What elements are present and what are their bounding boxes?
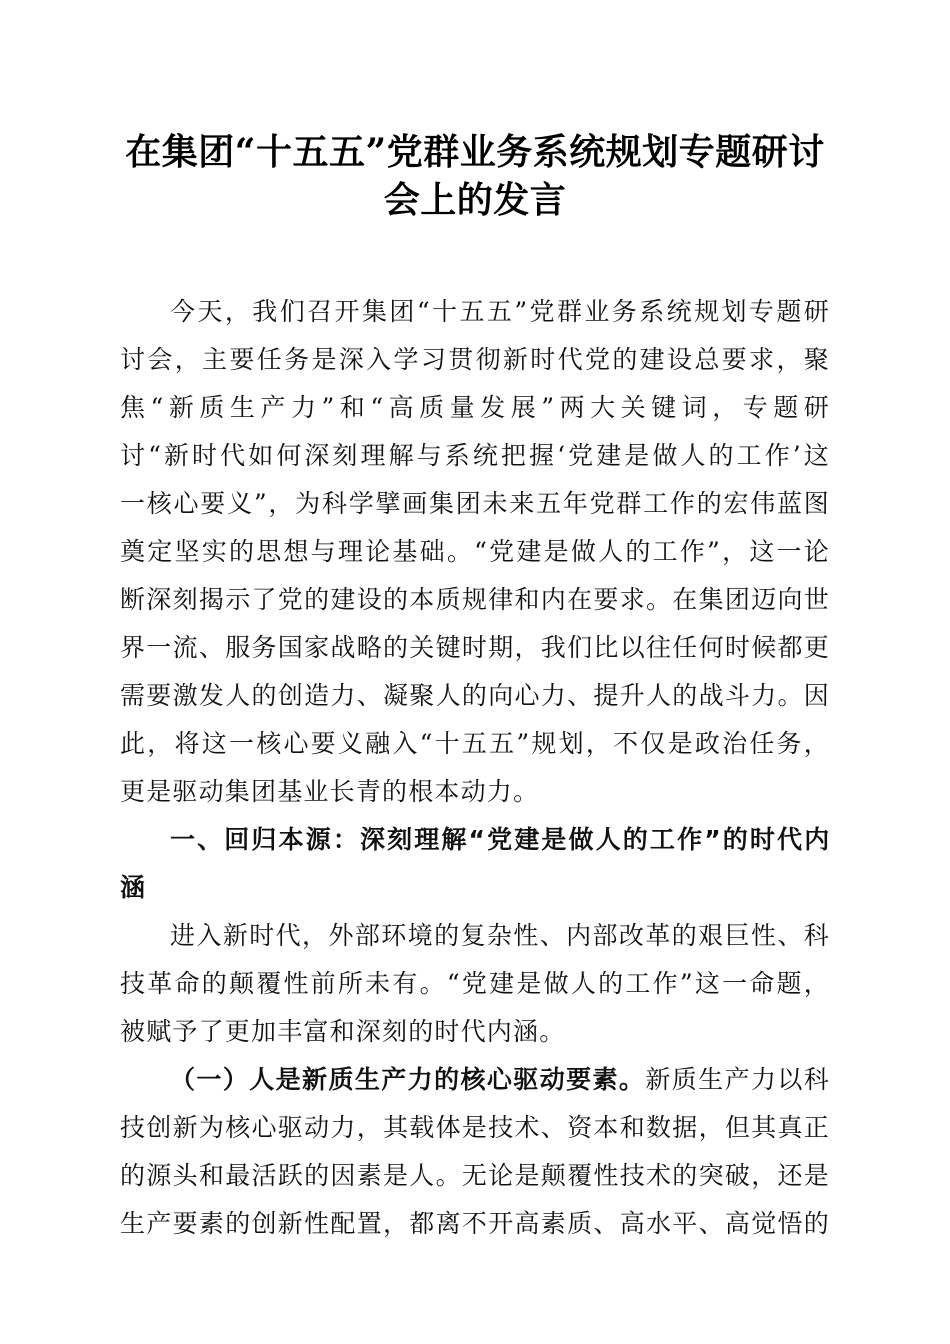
subsection-heading: （一）人是新质生产力的核心驱动要素。 <box>170 1065 646 1094</box>
paragraph-line: 讨会，主要任务是深入学习贯彻新时代党的建设总要求，聚 <box>120 345 830 374</box>
paragraph-subsection-1 <box>120 1056 830 1248</box>
paragraph-line: 一核心要义”，为科学擘画集团未来五年党群工作的宏伟蓝图 <box>120 489 830 518</box>
paragraph-section-1-intro <box>120 912 830 1056</box>
paragraph-line: 的源头和最活跃的因素是人。无论是颠覆性技术的突破，还是 <box>120 1161 830 1190</box>
paragraph-line-lead <box>120 1056 830 1104</box>
title-line-1: 在集团“十五五”党群业务系统规划专题研讨 <box>125 131 825 173</box>
title-line-2: 会上的发言 <box>383 179 567 221</box>
paragraph-line: 奠定坚实的思想与理论基础。“党建是做人的工作”，这一论 <box>120 537 830 566</box>
paragraph-line: 此，将这一核心要义融入“十五五”规划，不仅是政治任务， <box>120 729 830 758</box>
paragraph-line: 被赋予了更加丰富和深刻的时代内涵。 <box>120 1017 566 1046</box>
paragraph-line: 生产要素的创新性配置，都离不开高素质、高水平、高觉悟的 <box>120 1209 830 1238</box>
paragraph-line: 界一流、服务国家战略的关键时期，我们比以往任何时候都更 <box>120 633 830 662</box>
paragraph-text: 新质生产力以科 <box>645 1065 830 1094</box>
paragraph-line: 需要激发人的创造力、凝聚人的向心力、提升人的战斗力。因 <box>120 681 830 710</box>
paragraph-line: 焦“新质生产力”和“高质量发展”两大关键词，专题研 <box>120 393 830 422</box>
section-heading-1 <box>120 816 830 912</box>
paragraph-line: 技革命的颠覆性前所未有。“党建是做人的工作”这一命题， <box>120 969 830 998</box>
paragraph-line: 更是驱动集团基业长青的根本动力。 <box>120 777 540 806</box>
paragraph-line: 进入新时代，外部环境的复杂性、内部改革的艰巨性、科 <box>170 921 830 950</box>
paragraph-line: 今天，我们召开集团“十五五”党群业务系统规划专题研 <box>170 297 830 326</box>
paragraph-line: 技创新为核心驱动力，其载体是技术、资本和数据，但其真正 <box>120 1113 830 1142</box>
document-title <box>120 128 830 224</box>
heading-line: 一、回归本源：深刻理解“党建是做人的工作”的时代内 <box>170 825 830 854</box>
paragraph-line: 断深刻揭示了党的建设的本质规律和内在要求。在集团迈向世 <box>120 585 830 614</box>
paragraph-intro <box>120 288 830 816</box>
heading-line: 涵 <box>120 873 146 902</box>
document-body <box>120 288 830 1248</box>
paragraph-line: 讨“新时代如何深刻理解与系统把握‘党建是做人的工作’这 <box>120 441 830 470</box>
